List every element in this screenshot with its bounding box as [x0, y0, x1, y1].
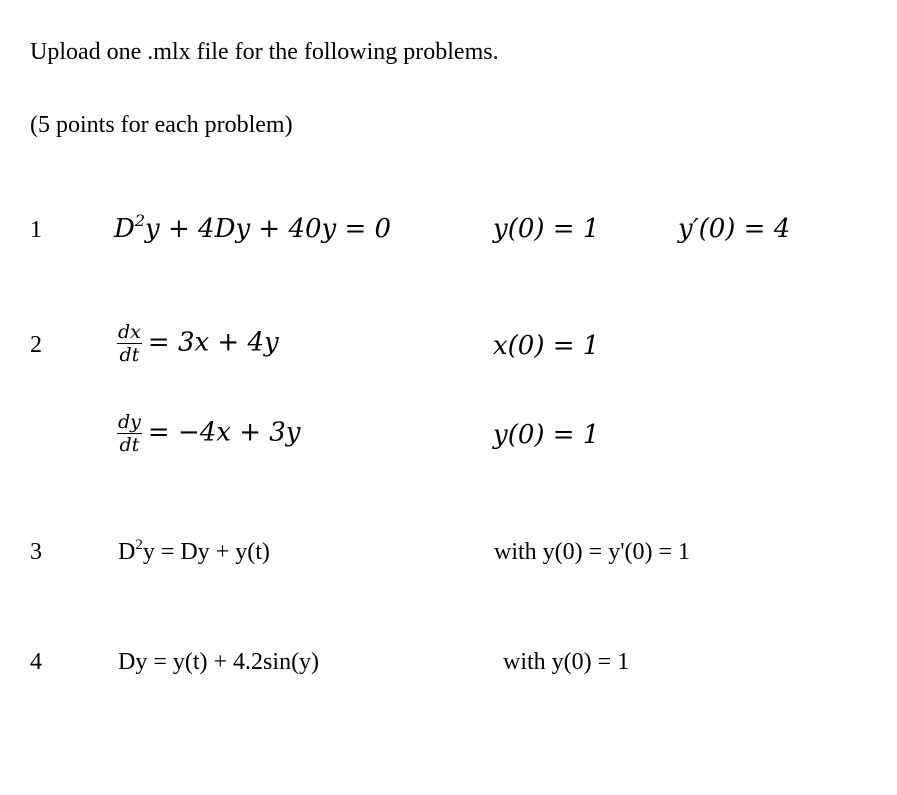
problem-2-equation-y [117, 412, 301, 455]
dy-numerator: dy [118, 411, 141, 433]
instructions-text: Upload one .mlx file for the following problems. [30, 39, 499, 65]
problem-2-condition-x0: x(0) = 1 [493, 331, 600, 361]
problem-1-operator: D [114, 214, 135, 244]
problem-3-exponent: 2 [135, 537, 143, 553]
dy-dt-fraction [117, 412, 142, 455]
problem-4-number: 4 [30, 649, 42, 675]
problem-2-condition-y0: y(0) = 1 [493, 420, 600, 450]
problem-2-number: 2 [30, 332, 42, 358]
problem-3-operator: D [118, 539, 136, 565]
problem-3-equation-rest: y = Dy + y(t) [142, 539, 270, 565]
problem-1-exponent: 2 [134, 211, 146, 230]
problem-2-equation-x [117, 322, 279, 365]
dx-numerator: dx [118, 321, 141, 343]
problem-4-equation: Dy = y(t) + 4.2sin(y) [118, 649, 320, 675]
problem-3-condition: with y(0) = y'(0) = 1 [494, 539, 691, 565]
dx-dt-fraction [117, 322, 142, 365]
dt-denominator: dt [119, 344, 140, 366]
problem-4-condition: with y(0) = 1 [503, 649, 630, 675]
problem-1-equation-rest: y + 4Dy + 40y = 0 [145, 214, 392, 244]
problem-3-equation [118, 538, 270, 566]
problem-2-equation-y-rhs: = −4x + 3y [147, 417, 301, 448]
problem-1-number: 1 [30, 217, 42, 243]
points-note: (5 points for each problem) [30, 112, 293, 138]
problem-1-condition-dy0: y′(0) = 4 [678, 214, 791, 244]
problem-2-equation-x-rhs: = 3x + 4y [147, 327, 279, 358]
problem-3-number: 3 [30, 539, 42, 565]
dt-denominator: dt [119, 434, 140, 456]
problem-1-condition-y0: y(0) = 1 [493, 214, 600, 244]
problem-1-equation [114, 211, 392, 244]
